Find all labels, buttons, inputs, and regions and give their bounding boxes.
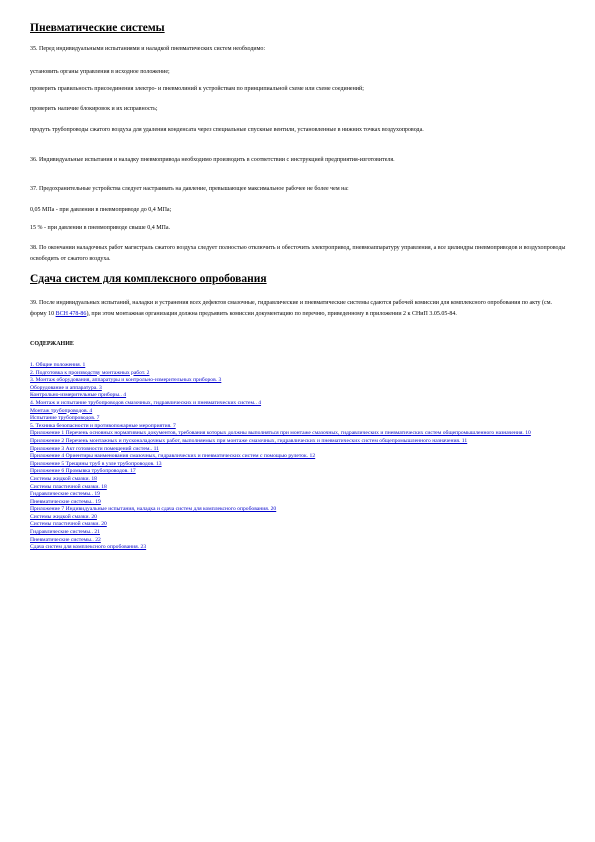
toc-link[interactable]: Приложение 7 Индивидуальные испытания, наладка и сдача систем для комплексного опробования. 20: [30, 506, 277, 513]
paragraph-39-text-after: ), при этом монтажная организация должна предъявить комиссии документацию по перечню, приведенному в приложении 2 к СНиП 3.05.05-84.: [86, 310, 457, 317]
toc-link[interactable]: Приложение 5 Трещины труб в узле трубопроводов. 13: [30, 460, 162, 467]
paragraph-controls: установить органы управления в исходное положение;: [30, 69, 170, 75]
toc-link[interactable]: 5. Техника безопасности и противопожарные мероприятия. 7: [30, 422, 176, 429]
toc-link[interactable]: Контрольно-измерительные приборы.. 4: [30, 392, 127, 399]
toc-link[interactable]: Системы жидкой смазки. 18: [30, 475, 97, 482]
toc-link[interactable]: Приложение 4 Ориентиры наименования смазочных, гидравлических и пневматических систем с помощью рулеток. 12: [30, 453, 316, 460]
toc-link[interactable]: Системы пластичной смазки. 18: [30, 483, 107, 490]
toc-link[interactable]: Системы пластичной смазки. 20: [30, 521, 107, 528]
toc-link[interactable]: 1. Общие положения. 1: [30, 362, 86, 368]
toc-link[interactable]: Приложение 6 Промывка трубопроводов. 17: [30, 468, 136, 475]
toc-link[interactable]: Монтаж трубопроводов. 4: [30, 407, 93, 414]
paragraph-35: 35. Перед индивидуальными испытаниями и наладкой пневматических систем необходимо:: [30, 46, 266, 52]
toc-link[interactable]: 4. Монтаж и испытание трубопроводов смазочных, гидравлических и пневматических систем.. 4: [30, 399, 262, 406]
toc-link[interactable]: Приложение 1 Перечень основных нормативных документов, требования которых должны выполняться при монтаже смазочных, гидравлических и пневматических систем общепромышленного назначения. 10: [30, 430, 531, 437]
paragraph-pressure-high: 15 % - при давлении в пневмоприводе свыше 0,4 МПа.: [30, 225, 171, 231]
toc-link[interactable]: Гидравлические системы.. 19: [30, 491, 100, 498]
paragraph-37: 37. Предохранительные устройства следует настраивать на давление, превышающее максимальное рабочее не более чем на:: [30, 186, 349, 192]
heading-pneumatic-systems: Пневматические системы: [30, 22, 165, 34]
toc-title: СОДЕРЖАНИЕ: [30, 341, 74, 347]
toc-link[interactable]: Пневматические системы.. 19: [30, 498, 101, 505]
toc-link[interactable]: Оборудование и аппаратура. 3: [30, 384, 102, 391]
paragraph-check-locks: проверить наличие блокировок и их исправность;: [30, 106, 158, 112]
paragraph-pressure-low: 0,05 МПа - при давлении в пневмоприводе до 0,4 МПа;: [30, 207, 172, 213]
paragraph-check-connections: проверить правильность присоединения электро- и пневмолиний к устройствам по принципиальной схеме или схеме соединений;: [30, 86, 364, 92]
toc-link[interactable]: Приложение 2 Перечень монтажных и пусконаладочных работ, выполняемых при монтаже смазочных, гидравлических и пневматических систем общепромышленного назначения. 11: [30, 437, 468, 444]
toc-link[interactable]: Испытание трубопроводов. 7: [30, 415, 100, 422]
toc-link[interactable]: Пневматические системы.. 22: [30, 536, 101, 543]
table-of-contents: [30, 362, 575, 552]
toc-link[interactable]: Системы жидкой смазки. 20: [30, 513, 97, 520]
toc-link[interactable]: Гидравлические системы.. 21: [30, 529, 100, 536]
paragraph-purge: продуть трубопроводы сжатого воздуха для удаления конденсата через специальные спускные вентили, установленные в нижних точках воздухопровода.: [30, 127, 424, 133]
paragraph-38: 38. По окончании наладочных работ магистраль сжатого воздуха следует полностью отключить и обесточить электропривод, пневмоаппаратуру управления, а все цилиндры пневмоприводов и воздухопроводы освободить от сжатого воздуха.: [30, 245, 566, 262]
toc-link[interactable]: 3. Монтаж оборудования, аппаратуры и контрольно-измерительных приборов. 3: [30, 377, 222, 384]
vsn-link[interactable]: ВСН 478-86: [55, 310, 87, 317]
paragraph-36: 36. Индивидуальные испытания и наладку пневмопривода необходимо производить в соответствии с инструкцией предприятия-изготовителя.: [30, 157, 395, 163]
toc-link[interactable]: Приложение 3 Акт готовности помещений систем.. 11: [30, 445, 159, 452]
paragraph-39-text-before: 39. После индивидуальных испытаний, наладки и устранения всех дефектов смазочные, гидравлические и пневматические системы сдаются рабочей комиссии для комплексного опробования по акту (см. форму 10: [30, 300, 552, 317]
paragraph-39: [30, 298, 570, 319]
toc-link[interactable]: Сдача систем для комплексного опробования. 23: [30, 544, 147, 551]
toc-link[interactable]: 2. Подготовка к производству монтажных работ. 2: [30, 369, 150, 376]
heading-commissioning: Сдача систем для комплексного опробования: [30, 273, 267, 285]
